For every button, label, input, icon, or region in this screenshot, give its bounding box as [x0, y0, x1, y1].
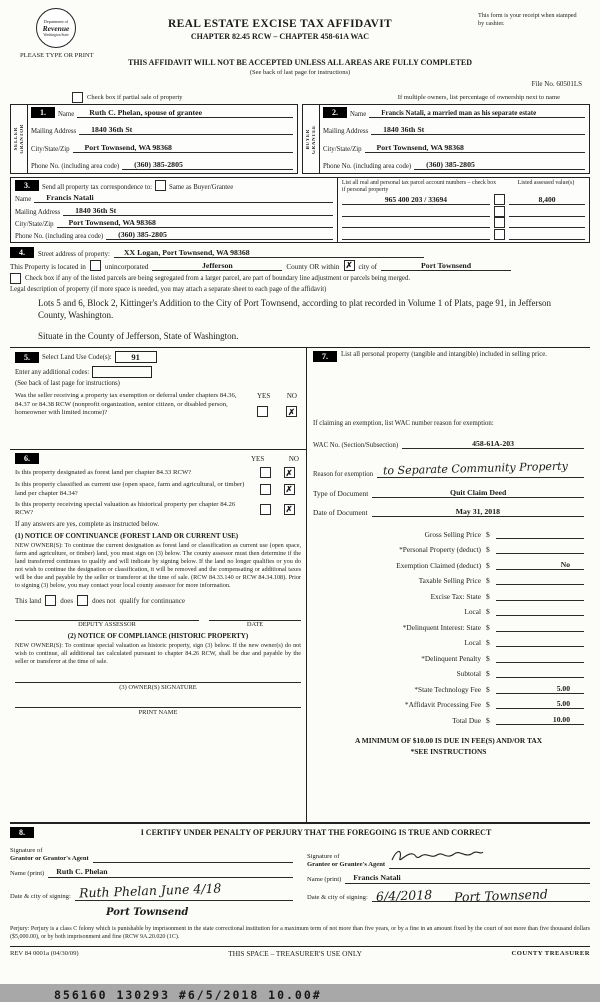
current-use-question: Is this property classified as current use (open space, farm and agricultural, or timber) land per chapter 84.34?: [15, 481, 245, 497]
seller-box: [10, 104, 298, 174]
buyer-addr-label: Mailing Address: [323, 128, 369, 136]
seller-addr-value: 1840 36th St: [79, 125, 293, 135]
seller-phone-label: Phone No. (including area code): [31, 162, 120, 170]
form-title: REAL ESTATE EXCISE TAX AFFIDAVIT: [168, 18, 392, 30]
grantee-signature-line: [389, 847, 590, 869]
signature-of-label: Signature of: [10, 847, 43, 855]
claiming-exemption-label: If claiming an exemption, list WAC number reason for exemption:: [313, 420, 494, 428]
yes-header: YES: [251, 454, 265, 463]
dollar-sign: $: [486, 576, 490, 586]
fee-label: *Personal Property (deduct): [399, 545, 481, 555]
minimum-due-note: A MINIMUM OF $10.00 IS DUE IN FEE(S) AND/OR TAX: [354, 735, 543, 745]
see-instructions-note: *SEE INSTRUCTIONS: [410, 746, 487, 756]
city-checkbox: ✗: [345, 260, 353, 271]
grantor-name-value: Ruth C. Phelan: [48, 867, 293, 878]
city-of-label: city of: [358, 263, 378, 271]
buyer-phone-label: Phone No. (including area code): [323, 162, 412, 170]
see-back-note: (See back of last page for instructions): [249, 69, 351, 76]
yes-header: YES: [257, 392, 271, 401]
grantee-name-print-label: Name (print): [307, 876, 342, 884]
parcel-numbers-header: List all real and personal tax parcel account numbers – check box if personal property: [341, 180, 497, 193]
fee-label: Gross Selling Price: [424, 529, 481, 539]
assessed-values-header: Listed assessed value(s): [517, 180, 575, 186]
parcel-personal-checkbox-2: [494, 206, 505, 217]
legal-description-text: Lots 5 and 6, Block 2, Kittinger's Addition to the City of Port Townsend, according to plat recorded in Volume 1 of Plats, page 91, in Jefferson County, Washington.: [38, 298, 552, 321]
county-treasurer-label: COUNTY TREASURER: [511, 949, 590, 957]
deputy-date-label: DATE: [246, 621, 264, 629]
seller-addr-label: Mailing Address: [31, 128, 77, 136]
send-correspondence-label: Send all property tax correspondence to:: [42, 184, 153, 191]
notice-continuance-title: (1) NOTICE OF CONTINUANCE (FOREST LAND OR CURRENT USE): [15, 531, 239, 540]
buyer-addr-value: 1840 36th St: [371, 125, 585, 135]
exemption-yes-checkbox: [257, 406, 268, 417]
parcel-row: [342, 194, 585, 205]
buyer-side-word2: GRANTEE: [311, 124, 317, 154]
section5-badge: 5.: [15, 352, 39, 363]
seal-state-text: Washington State: [43, 33, 69, 37]
receipt-note: This form is your receipt when stamped by cashier.: [478, 12, 577, 27]
parcel-row: [342, 229, 585, 240]
grantee-date-handwriting: 6/4/2018: [375, 887, 433, 905]
dollar-sign: $: [486, 638, 490, 648]
file-number: File No. 60501LS: [531, 80, 582, 88]
fee-label: Taxable Selling Price: [418, 576, 481, 586]
does-qualify-checkbox: [45, 595, 56, 606]
fee-amount: [496, 529, 584, 539]
this-land-label: This land: [15, 596, 42, 605]
seller-csz-label: City/State/Zip: [31, 145, 70, 153]
fee-amount: [496, 622, 584, 632]
grantee-signature-block: [307, 843, 590, 920]
rev-form-number: REV 84 0001a (04/30/09): [10, 949, 79, 957]
dollar-sign: $: [486, 700, 490, 710]
section6-land-designation: [10, 450, 306, 822]
street-address-value: XX Logan, Port Townsend, WA 98368: [114, 248, 424, 258]
if-yes-note: If any answers are yes, complete as instructed below.: [15, 520, 160, 528]
date-of-document-label: Date of Document: [313, 508, 368, 518]
partial-sale-checkbox: [72, 92, 83, 103]
fee-amount: [496, 575, 584, 585]
forest-land-question: Is this property designated as forest land per chapter 84.33 RCW?: [15, 468, 192, 476]
owners-signature-label: (3) OWNER(S) SIGNATURE: [119, 684, 197, 692]
dollar-sign: $: [486, 545, 490, 555]
fee-label: *Delinquent Interest: State: [402, 622, 481, 632]
buyer-csz-label: City/State/Zip: [323, 145, 362, 153]
parcel-number-1: 965 400 203 / 33694: [342, 195, 490, 205]
corr-csz-label: City/State/Zip: [15, 220, 54, 228]
grantor-sig-label: [10, 847, 89, 863]
grantor-city-handwriting: Port Townsend: [106, 907, 189, 919]
no-header: NO: [288, 454, 299, 463]
seller-side-word2: GRANTOR: [19, 124, 25, 154]
fee-label: *Affidavit Processing Fee: [404, 700, 481, 710]
fee-label: *State Technology Fee: [414, 684, 481, 694]
dollar-sign: $: [486, 653, 490, 663]
fee-amount: [496, 653, 584, 663]
buyer-csz-value: Port Townsend, WA 98368: [365, 143, 585, 153]
county-value: Jefferson: [152, 261, 282, 271]
owners-signature-line: [15, 682, 301, 683]
seller-csz-value: Port Townsend, WA 98368: [73, 143, 293, 153]
deputy-assessor-label: DEPUTY ASSESSOR: [78, 621, 136, 629]
assessed-value-1: 8,400: [509, 195, 585, 205]
section4-badge: 4.: [10, 247, 34, 258]
land-use-code-value: 91: [115, 351, 157, 363]
parcel-personal-checkbox-3: [494, 217, 505, 228]
wac-number-value: 458-61A-203: [402, 439, 584, 449]
fee-label: Total Due: [452, 715, 481, 725]
grantee-signature-scrawl-icon: [389, 847, 485, 863]
seller-phone-value: (360) 385-2805: [122, 160, 293, 170]
print-name-line: [15, 707, 301, 708]
fee-label: Local: [464, 607, 481, 617]
seller-name-value: Ruth C. Phelan, spouse of grantee: [77, 108, 293, 118]
personal-property-label: List all personal property (tangible and intangible) included in selling price.: [341, 351, 547, 359]
county-or-label: County OR within: [286, 263, 340, 271]
seal-revenue-text: Revenue: [42, 24, 70, 33]
historic-no-checkbox: ✗: [285, 504, 293, 515]
section7-tax-computation: [307, 348, 590, 822]
signature-of-label: Signature of: [307, 853, 340, 861]
street-address-label: Street address of property:: [38, 251, 110, 258]
fee-amount: 5.00: [496, 699, 584, 709]
buyer-name-value: Francis Natali, a married man as his separate estate: [369, 109, 585, 118]
please-type-note: PLEASE TYPE OR PRINT: [20, 52, 94, 59]
dollar-sign: $: [486, 591, 490, 601]
notice-continuance-text: NEW OWNER(S): To continue the current designation as forest land or classification as current use (open space, farm and agriculture, or timber) land, you must sign on (3) below. The county assessor must then determine if the land transferred continues to qualify and will indicate by signing below. If the land no longer qualifies or you do not wish to continue the designation or classification, it will be removed and the compensating or additional taxes will be due and payable by the seller or transferor at the time of sale. (RCW 84.33.140 or RCW 84.34.108). Prior to signing (3) below, you may contact your local county assessor for more information.: [15, 541, 301, 590]
corr-phone-label: Phone No. (including area code): [15, 233, 104, 240]
fee-amount: [496, 591, 584, 601]
parcel-personal-checkbox-1: [494, 194, 505, 205]
located-pre-label: This Property is located in: [10, 263, 86, 271]
seller-exemption-question: Was the seller receiving a property tax exemption or deferral under chapters 84.36, 84.37 or 84.38 RCW (nonprofit organization, senior citizen, or disabled person, homeowner with limited income)?: [15, 392, 237, 417]
treasurer-space-label: THIS SPACE – TREASURER'S USE ONLY: [228, 948, 362, 958]
section3-tax-correspondence: [10, 177, 590, 243]
dollar-sign: $: [486, 669, 490, 679]
section8-badge: 8.: [10, 827, 34, 838]
grantee-name-value: Francis Natali: [345, 873, 590, 884]
grantor-agent-label: Grantor or Grantor's Agent: [10, 855, 89, 863]
grantor-date-handwriting: Ruth Phelan June 4/18: [78, 880, 222, 901]
unincorporated-checkbox: [90, 260, 101, 271]
land-use-label: Select Land Use Code(s):: [42, 353, 112, 361]
city-value: Port Townsend: [381, 261, 511, 271]
corr-csz-value: Port Townsend, WA 98368: [57, 218, 333, 228]
fee-amount: [496, 668, 584, 678]
department-of-revenue-seal-icon: [36, 8, 76, 48]
date-of-document-value: May 31, 2018: [372, 507, 584, 517]
dollar-sign: $: [486, 529, 490, 539]
form-warning: THIS AFFIDAVIT WILL NOT BE ACCEPTED UNLESS ALL AREAS ARE FULLY COMPLETED: [127, 58, 473, 67]
exemption-no-checkbox: ✗: [287, 406, 296, 417]
dollar-sign: $: [486, 715, 490, 725]
current-use-yes-checkbox: [260, 484, 271, 495]
segregated-label: Check box if any of the listed parcels are being segregated from a larger parcel, are part of boundary line adjustment or parcels being merged.: [25, 275, 411, 282]
seller-name-label: Name: [58, 111, 75, 118]
fee-label: Exemption Claimed (deduct): [396, 560, 481, 570]
section1-badge: 1.: [31, 107, 55, 118]
parcel-number-4: [342, 230, 490, 240]
section5-see-back: (See back of last page for instructions): [15, 380, 120, 388]
same-as-buyer-checkbox: [155, 180, 166, 191]
fee-label: *Delinquent Penalty: [421, 653, 481, 663]
form-chapter: CHAPTER 82.45 RCW – CHAPTER 458-61A WAC: [190, 32, 370, 41]
dollar-sign: $: [486, 607, 490, 617]
grantor-name-print-label: Name (print): [10, 870, 45, 878]
corr-name-label: Name: [15, 196, 32, 204]
seal-dept-text: Department of: [43, 19, 69, 24]
fee-amount: No: [496, 560, 584, 570]
notice-compliance-text: NEW OWNER(S): To continue special valuation as historic property, sign (3) below. If the new owner(s) do not wish to continue, all additional tax calculated pursuant to chapter 84.26 RCW, shall be due and payable by the seller or transferor at the time of sale.: [15, 642, 301, 666]
corr-addr-label: Mailing Address: [15, 208, 61, 216]
buyer-name-label: Name: [350, 111, 367, 118]
dollar-sign: $: [486, 684, 490, 694]
grantor-signature-line: [93, 852, 293, 863]
fee-label: Excise Tax: State: [430, 591, 481, 601]
title-block: [100, 18, 460, 41]
forest-no-checkbox: ✗: [285, 467, 293, 478]
footer-row: [10, 946, 590, 958]
assessed-value-2: [509, 207, 585, 217]
partial-sale-label: Check box if partial sale of property: [87, 94, 183, 101]
grantor-signature-block: [10, 843, 293, 920]
does-label: does: [60, 596, 74, 605]
grantee-date-label: Date & city of signing:: [307, 894, 368, 902]
forest-yes-checkbox: [260, 467, 271, 478]
does-not-label: does not: [92, 596, 116, 605]
grantor-date-label: Date & city of signing:: [10, 893, 71, 901]
reason-exemption-label: Reason for exemption: [313, 471, 374, 479]
reason-exemption-handwriting: to Separate Community Property: [382, 459, 569, 478]
assessed-value-3: [509, 218, 585, 228]
dollar-sign: $: [486, 622, 490, 632]
does-not-qualify-checkbox: [77, 595, 88, 606]
multiple-owners-note: If multiple owners, list percentage of ownership next to name: [397, 94, 560, 101]
legal-description-label: Legal description of property (if more space is needed, you may attach a separate sheet to each page of the affidavit): [10, 286, 327, 293]
parcel-number-2: [342, 207, 490, 217]
type-of-document-label: Type of Document: [313, 489, 369, 499]
same-as-buyer-label: Same as Buyer/Grantee: [169, 184, 234, 191]
section5-land-use: [10, 348, 306, 450]
no-header: NO: [286, 392, 297, 401]
parcel-number-3: [342, 218, 490, 228]
middle-columns: [10, 347, 590, 823]
header: [10, 4, 590, 92]
buyer-side-label: [303, 105, 320, 173]
dollar-sign: $: [486, 560, 490, 570]
situate-text: Situate in the County of Jefferson, State of Washington.: [38, 331, 239, 342]
fee-label: Local: [464, 638, 481, 648]
buyer-phone-value: (360) 385-2805: [414, 160, 585, 170]
corr-addr-value: 1840 36th St: [63, 206, 333, 216]
seller-side-word1: SELLER: [13, 127, 19, 151]
buyer-box: [302, 104, 590, 174]
print-name-label: PRINT NAME: [138, 709, 178, 717]
seller-side-label: [11, 105, 28, 173]
parties: [10, 104, 590, 174]
fee-amount: [496, 606, 584, 616]
fee-amount: [496, 544, 584, 554]
fee-amount: [496, 637, 584, 647]
qualify-label: qualify for continuance: [119, 596, 185, 605]
current-use-no-checkbox: ✗: [285, 484, 293, 495]
segregated-checkbox: [10, 273, 21, 284]
historic-yes-checkbox: [260, 504, 271, 515]
unincorporated-label: unincorporated: [104, 263, 149, 271]
section3-badge: 3.: [15, 180, 39, 191]
historic-property-question: Is this property receiving special valuation as historical property per chapter 84.26 RCW?: [15, 501, 236, 517]
section6-badge: 6.: [15, 453, 39, 464]
section2-badge: 2.: [323, 107, 347, 118]
corr-name-value: Francis Natali: [34, 193, 333, 203]
additional-codes-box: [92, 366, 152, 378]
cashier-stamp: 856160 130293 #6/5/2018 10.00#: [54, 987, 322, 1002]
wac-number-label: WAC No. (Section/Subsection): [313, 442, 399, 450]
fee-label: Subtotal: [456, 669, 481, 679]
grantee-agent-label: Grantee or Grantee's Agent: [307, 861, 386, 869]
fee-amount: 10.00: [496, 715, 584, 725]
assessed-value-4: [509, 230, 585, 240]
grantee-sig-label: [307, 853, 385, 869]
parcel-personal-checkbox-4: [494, 229, 505, 240]
additional-codes-label: Enter any additional codes:: [15, 368, 90, 376]
parcel-row: [342, 206, 585, 217]
corr-phone-value: (360) 385-2805: [106, 230, 333, 240]
partial-sale-row: [10, 92, 590, 104]
buyer-side-word1: BUYER: [305, 128, 311, 150]
section4-property-location: [10, 247, 590, 341]
perjury-statement: Perjury: Perjury is a class C felony which is punishable by imprisonment in the state correctional institution for a maximum term of not more than five years, or by a fine in an amount fixed by the court of not more than five thousand dollars ($5,000.00), or by both imprisonment and fine (RCW 9A.20.020 (1C).: [10, 926, 590, 940]
type-of-document-value: Quit Claim Deed: [372, 488, 584, 498]
fee-amount: 5.00: [496, 684, 584, 694]
grantee-city-handwriting: Port Townsend: [453, 886, 549, 905]
notice-compliance-title: (2) NOTICE OF COMPLIANCE (HISTORIC PROPERTY): [67, 632, 249, 641]
section8-certification: [10, 823, 590, 957]
certify-statement: I CERTIFY UNDER PENALTY OF PERJURY THAT THE FOREGOING IS TRUE AND CORRECT: [140, 828, 492, 838]
section7-badge: 7.: [313, 351, 337, 362]
parcel-row: [342, 217, 585, 228]
